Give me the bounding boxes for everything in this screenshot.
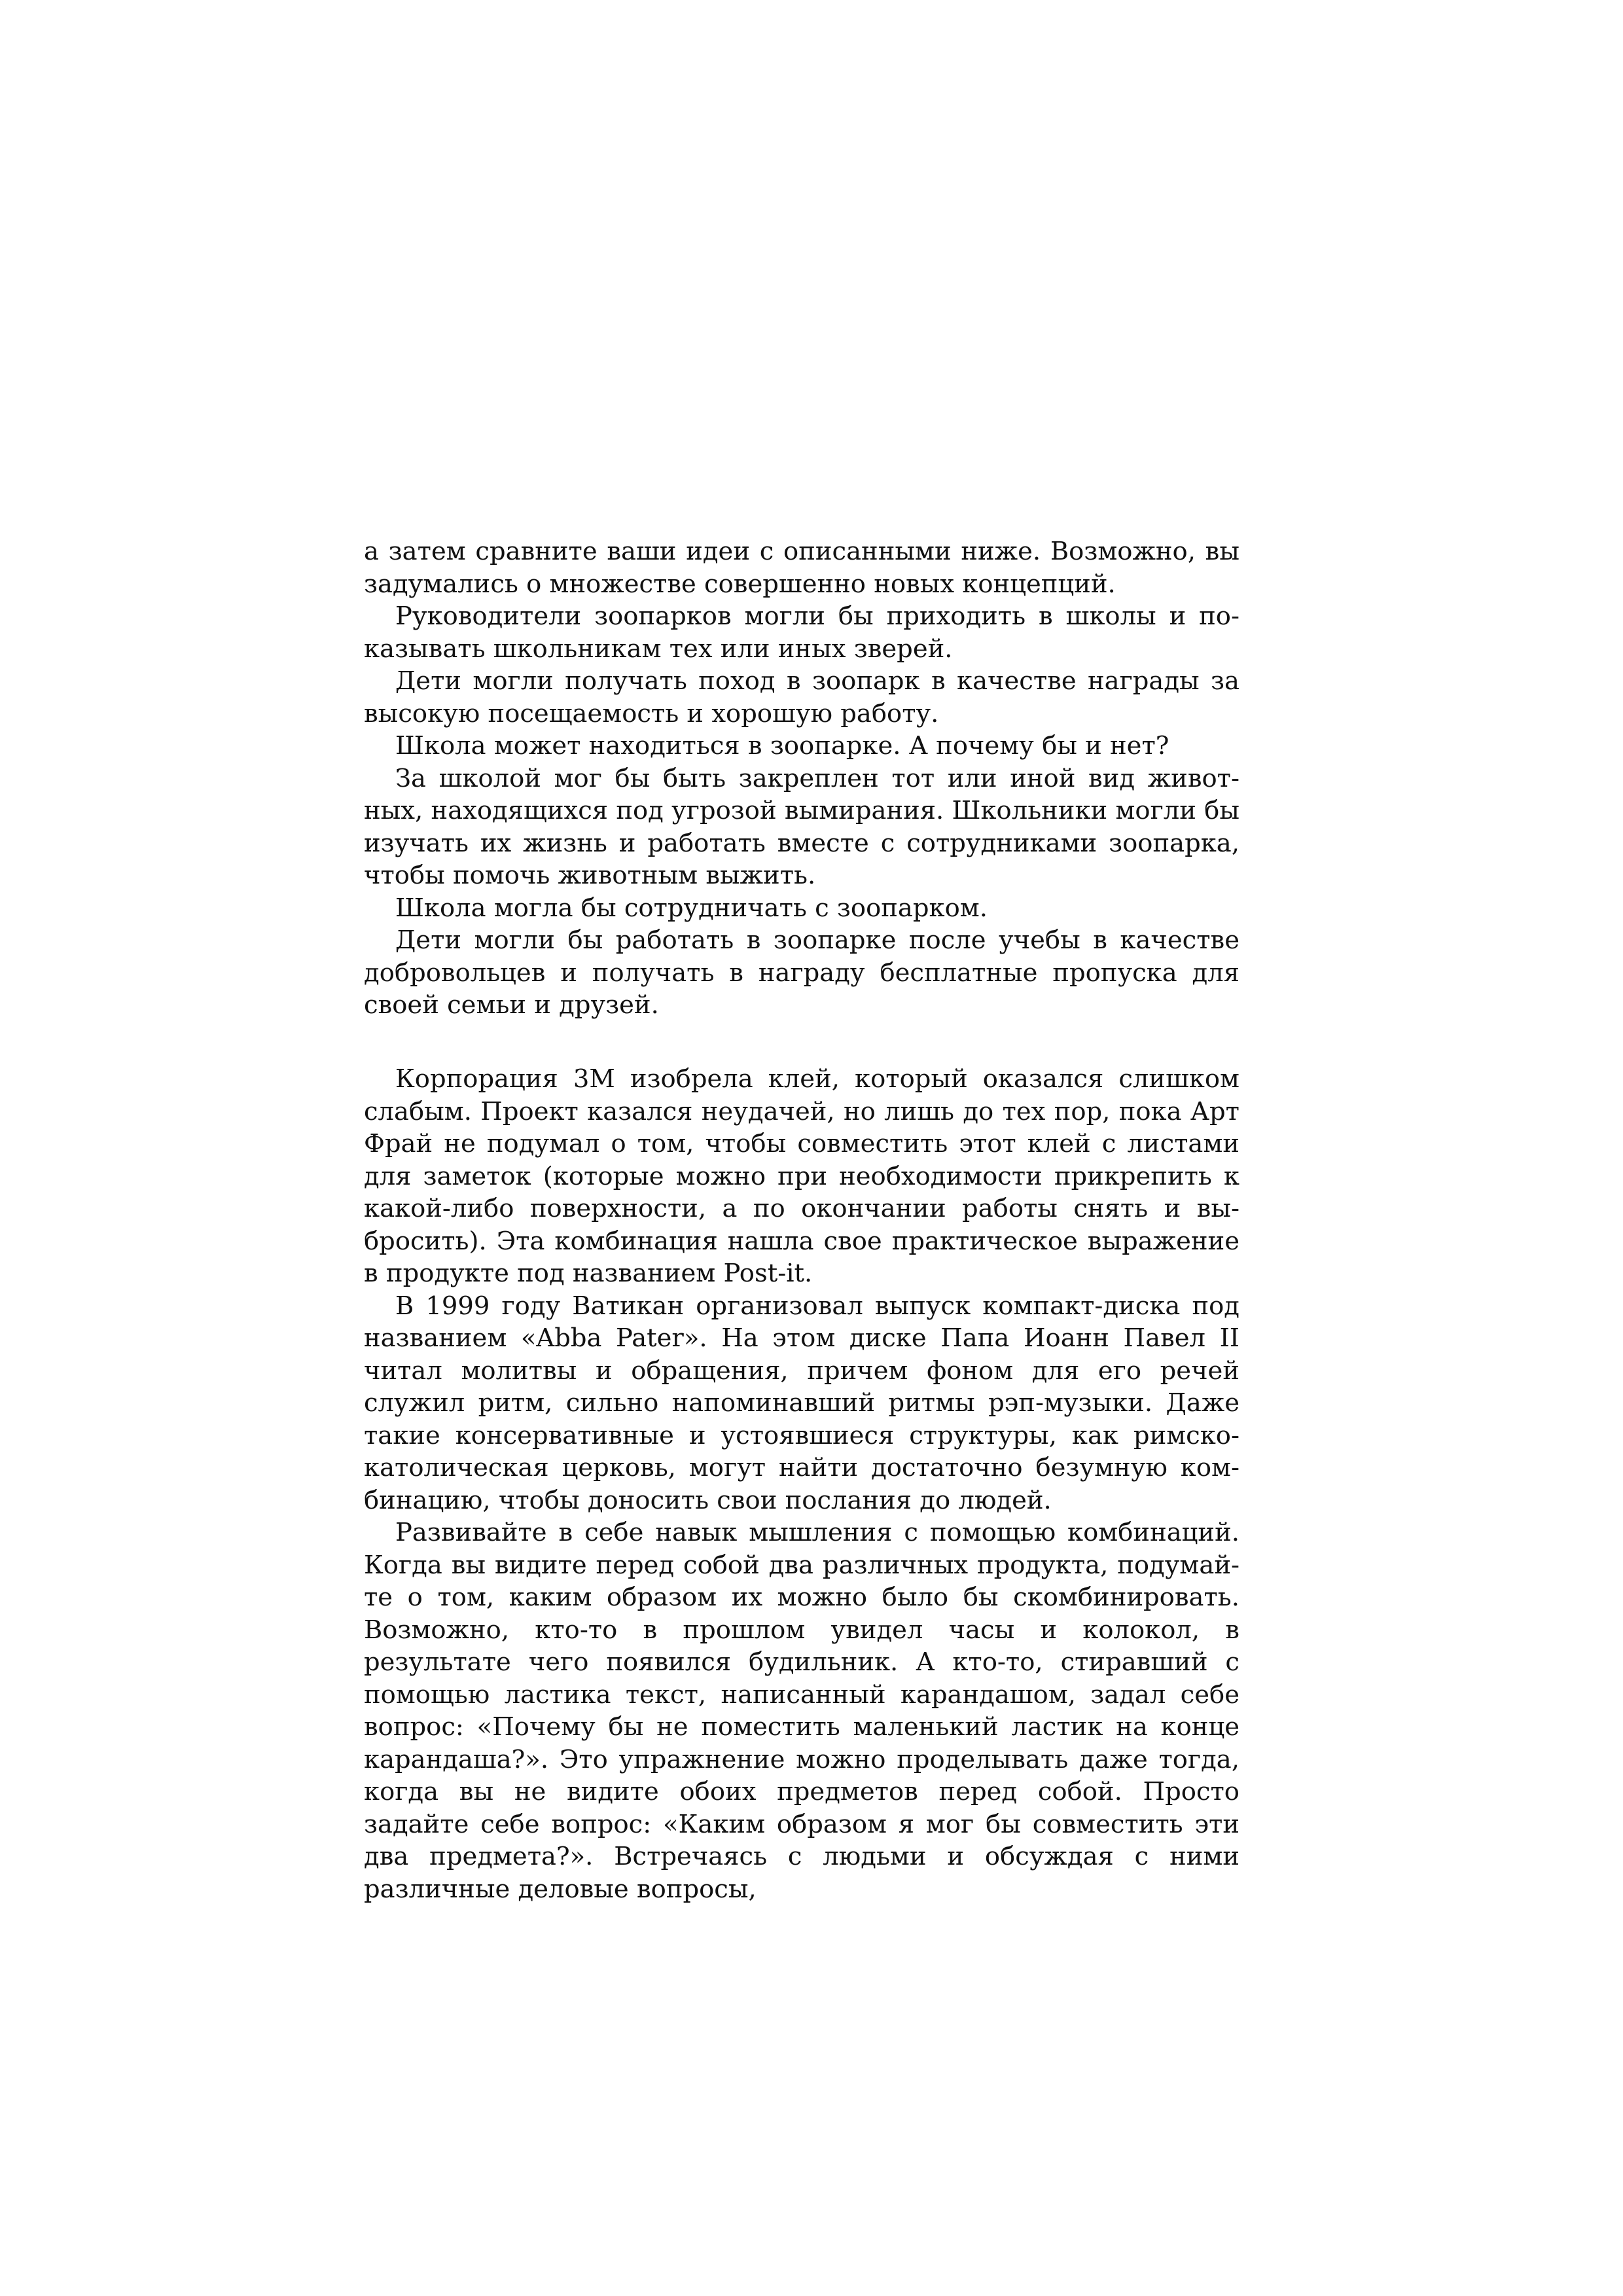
paragraph: За школой мог бы быть закреплен тот или иной вид животных, находящихся под угрозой вымирания. Школьники могли бы изучать их жизнь и работать вместе с сотрудниками зоопарка, чтобы помочь животным выжить. xyxy=(364,763,1240,890)
paragraph: Школа может находиться в зоопарке. А почему бы и нет? xyxy=(395,731,1169,761)
text-section-zoo-ideas xyxy=(364,535,1240,1022)
paragraph: Дети могли бы работать в зоопарке после учебы в качестве добровольцев и получать в награду бесплатные пропуска для своей семьи и друзей. xyxy=(364,925,1240,1020)
paragraph: Корпорация 3М изобрела клей, который оказался слишком слабым. Проект казался неудачей, но лишь до тех пор, пока Арт Фрай не подумал о том, чтобы совместить этот клей с листами для заметок (которые можно при необходимости прикрепить к какой-либо поверхности, а по окончании работы снять и выбросить). Эта комбинация нашла свое практическое выражение в продукте под названием Post-it. xyxy=(364,1064,1240,1288)
text-section-combinations xyxy=(364,1063,1240,1905)
paragraph: Дети могли получать поход в зоопарк в качестве награды за высокую посещаемость и хорошую работу. xyxy=(364,666,1240,728)
paragraph: Руководители зоопарков могли бы приходить в школы и показывать школьникам тех или иных зверей. xyxy=(364,601,1240,664)
paragraph: Школа могла бы сотрудничать с зоопарком. xyxy=(395,893,988,923)
paragraph: а затем сравните ваши идеи с описанными ниже. Возможно, вы задумались о множестве совершенно новых концепций. xyxy=(364,537,1240,599)
paragraph: Развивайте в себе навык мышления с помощью комбинаций. Когда вы видите перед собой два различных продукта, подумайте о том, каким образом их можно было бы скомбинировать. Возможно, кто-то в прошлом увидел часы и колокол, в результате чего появился будильник. А кто-то, стиравший с помощью ластика текст, написанный карандашом, задал себе вопрос: «Почему бы не поместить маленький ластик на конце карандаша?». Это упражнение можно проделывать даже тогда, когда вы не видите обоих предметов перед собой. Просто задайте себе вопрос: «Каким образом я мог бы совместить эти два предмета?». Встречаясь с людьми и обсуждая с ними различные деловые вопросы, xyxy=(364,1518,1240,1904)
paragraph: В 1999 году Ватикан организовал выпуск компакт-диска под названием «Abba Pater». На этом диске Папа Иоанн Павел II читал молитвы и обращения, причем фоном для его речей служил ритм, сильно напоминавший ритмы рэп-музыки. Даже такие консервативные и устоявшиеся структуры, как римскокатолическая церковь, могут найти достаточно безумную комбинацию, чтобы доносить свои послания до людей. xyxy=(364,1291,1240,1515)
